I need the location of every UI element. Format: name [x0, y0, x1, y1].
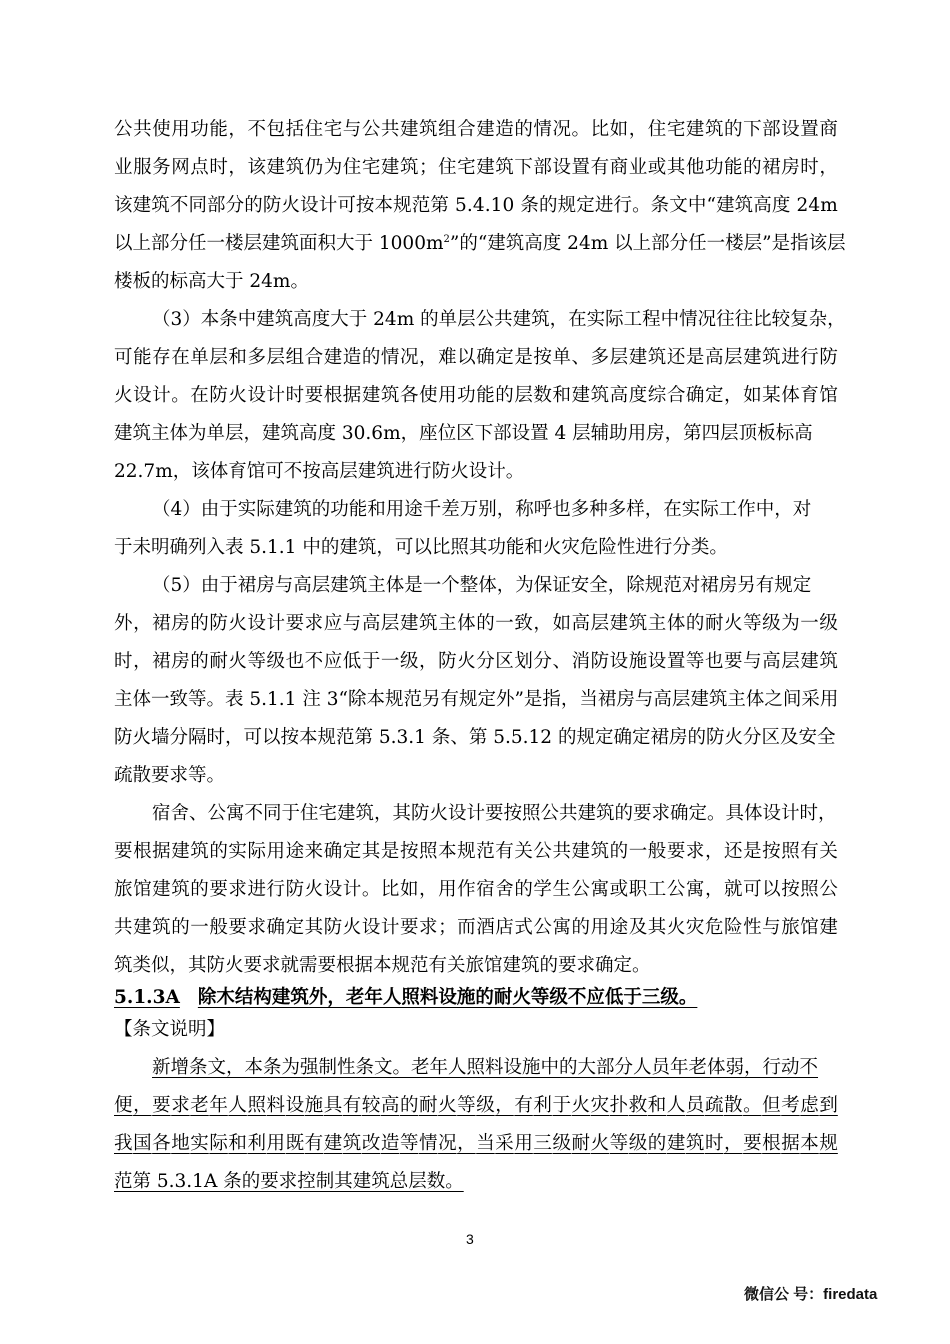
text-line: 于未明确列入表 5.1.1 中的建筑，可以比照其功能和火灾危险性进行分类。: [114, 537, 728, 558]
text-line: 筑类似，其防火要求就需要根据本规范有关旅馆建筑的要求确定。: [114, 955, 651, 976]
text-line: 业 服 务 网 点 时 ， 该 建 筑 仍 为 住 宅 建 筑 ； 住 宅 建 筑 下 部 设 置 有 商 业 或 其 他 功 能 的 裙 房 时 ，: [114, 157, 838, 178]
page-number: 3: [466, 1231, 474, 1247]
clause-note-label: 【条文说明】: [114, 1019, 226, 1040]
text-line: 火 设 计 。 在 防 火 设 计 时 要 根 据 建 筑 各 使 用 功 能 的 层 数 和 建 筑 高 度 综 合 确 定 ， 如 某 体 育 馆: [114, 385, 838, 406]
text-line: 时 ， 裙 房 的 耐 火 等 级 也 不 应 低 于 一 级 ， 防 火 分 区 划 分 、 消 防 设 施 设 置 等 也 要 与 高 层 建 筑: [114, 651, 838, 672]
text-line: （5）由于裙房与高层建筑主体是一个整体，为保证安全，除规范对裙房另有规定: [152, 575, 812, 596]
text-line: （3）本条中建筑高度大于 24m 的单层公共建筑，在实际工程中情况往往比较复杂，: [152, 309, 846, 330]
text-segment: 以上部分任一楼层建筑面积大于 1000m: [114, 233, 444, 254]
section-title: 除木结构建筑外，老年人照料设施的耐火等级不应低于三级。: [197, 987, 698, 1008]
section-heading: [114, 986, 838, 1010]
text-line: 主体一致等。表 5.1.1 注 3“除本规范另有规定外”是指，当裙房与高层建筑主体之间采用: [114, 689, 839, 710]
text-line: 疏散要求等。: [114, 765, 226, 786]
text-line: 范第 5.3.1A 条的要求控制其建筑总层数。: [114, 1171, 464, 1192]
text-line: 公 共 使 用 功 能 ， 不 包 括 住 宅 与 公 共 建 筑 组 合 建 造 的 情 况 。 比 如 ， 住 宅 建 筑 的 下 部 设 置 商: [114, 119, 838, 140]
watermark-text: 微信公 号：firedata: [744, 1286, 878, 1303]
section-number: 5.1.3A: [114, 987, 180, 1008]
text-line: （4）由于实际建筑的功能和用途千差万别，称呼也多种多样，在实际工作中，对: [152, 499, 812, 520]
text-line: 可 能 存 在 单 层 和 多 层 组 合 建 造 的 情 况 ， 难 以 确 定 是 按 单 、 多 层 建 筑 还 是 高 层 建 筑 进 行 防: [114, 347, 838, 368]
text-line: 我 国 各 地 实 际 和 利 用 既 有 建 筑 改 造 等 情 况 ， 当 采 用 三 级 耐 火 等 级 的 建 筑 时 ， 要 根 据 本 规: [114, 1133, 838, 1154]
text-line: [114, 232, 846, 256]
text-line: 外 ， 裙 房 的 防 火 设 计 要 求 应 与 高 层 建 筑 主 体 的 一 致 ， 如 高 层 建 筑 主 体 的 耐 火 等 级 为 一 级: [114, 613, 838, 634]
text-line: 楼板的标高大于 24m。: [114, 271, 309, 292]
text-line: 共 建 筑 的 一 般 要 求 确 定 其 防 火 设 计 要 求 ； 而 酒 店 式 公 寓 的 用 途 及 其 火 灾 危 险 性 与 旅 馆 建: [114, 917, 838, 938]
text-line: 防火墙分隔时，可以按本规范第 5.3.1 条、第 5.5.12 的规定确定裙房的防火分区及安全: [114, 727, 836, 748]
text-line: 新增条文，本条为强制性条文。老年人照料设施中的大部分人员年老体弱，行动不: [152, 1057, 819, 1078]
text-line: 便 ， 要 求 老 年 人 照 料 设 施 具 有 较 高 的 耐 火 等 级 ， 有 利 于 火 灾 扑 救 和 人 员 疏 散 。 但 考 虑 到: [114, 1095, 838, 1116]
superscript: 2: [443, 234, 450, 245]
text-line: 建筑主体为单层，建筑高度 30.6m，座位区下部设置 4 层辅助用房，第四层顶板标高: [114, 423, 813, 444]
text-line: 宿舍、公寓不同于住宅建筑，其防火设计要按照公共建筑的要求确定。具体设计时，: [152, 803, 837, 824]
text-line: 该 建 筑 不 同 部 分 的 防 火 设 计 可 按 本 规 范 第 5 . 4 . 1 0 条 的 规 定 进 行 。 条 文 中 “ 建 筑 高 度 2 4 m: [114, 195, 838, 216]
text-line: 22.7m，该体育馆可不按高层建筑进行防火设计。: [114, 461, 525, 482]
text-line: 旅 馆 建 筑 的 要 求 进 行 防 火 设 计 。 比 如 ， 用 作 宿 舍 的 学 生 公 寓 或 职 工 公 寓 ， 就 可 以 按 照 公: [114, 879, 838, 900]
text-line: 要 根 据 建 筑 的 实 际 用 途 来 确 定 其 是 按 照 本 规 范 有 关 公 共 建 筑 的 一 般 要 求 ， 还 是 按 照 有 关: [114, 841, 838, 862]
text-segment: ”的“建筑高度 24m 以上部分任一楼层”是指该层: [449, 233, 846, 254]
